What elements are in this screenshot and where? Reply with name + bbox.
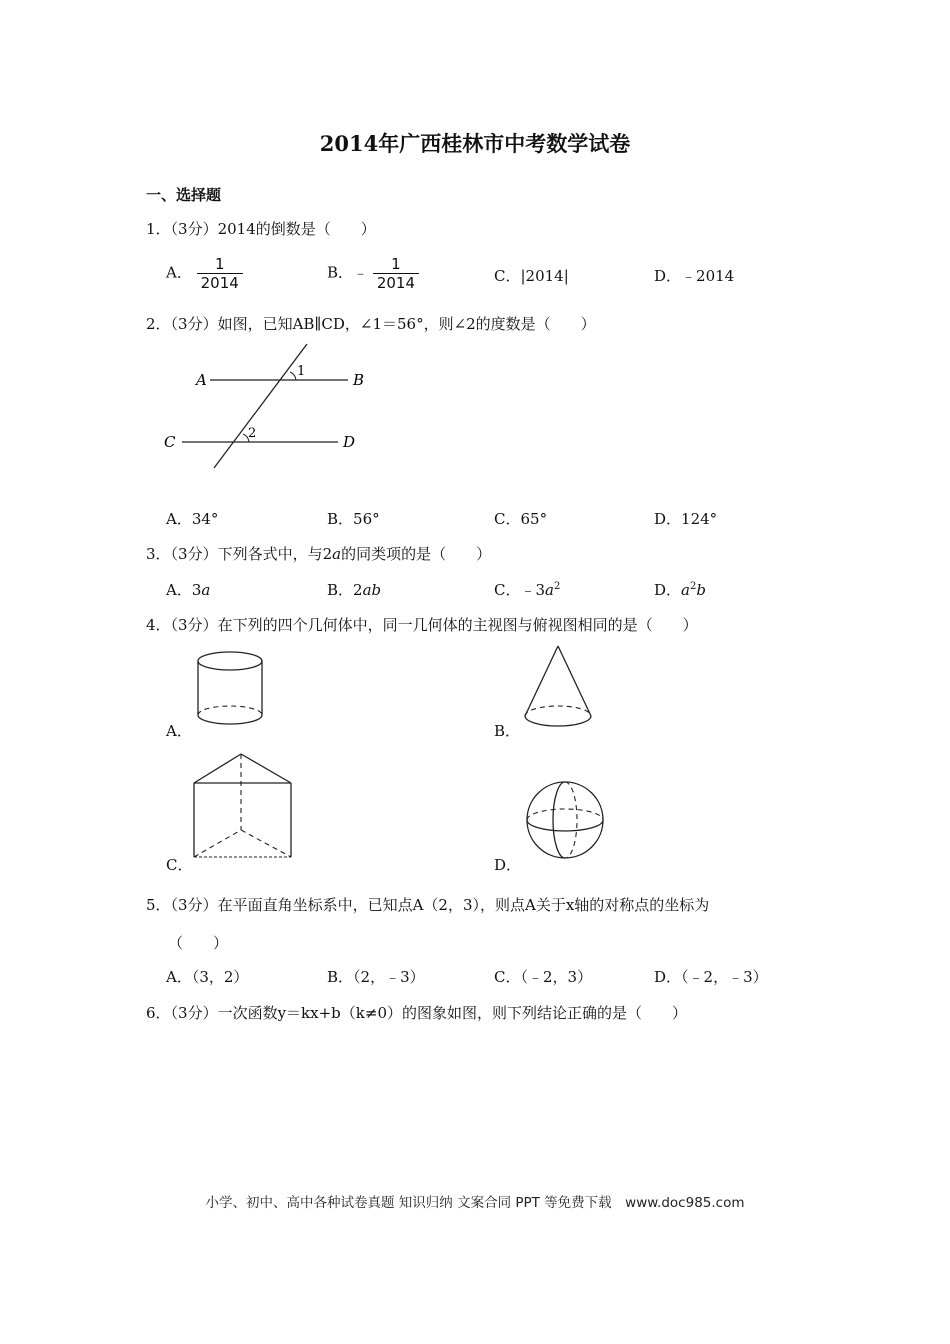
- q3-option-a-prefix: A．3: [166, 581, 202, 599]
- q1-option-a: [166, 255, 243, 292]
- question-5-stem-line2: （ ）: [168, 934, 229, 952]
- transversal-line: [214, 344, 307, 468]
- q3-option-b-var: ab: [362, 581, 382, 599]
- q1-option-a-fraction: [197, 255, 243, 292]
- q1-option-b-prefix: B．﹣: [327, 263, 369, 282]
- page-title: 2014年广西桂林市中考数学试卷: [319, 131, 631, 156]
- q4-option-c: C．: [166, 856, 193, 874]
- q4-option-d: D．: [494, 856, 522, 874]
- label-a: A: [196, 371, 207, 389]
- q1-option-d: D．﹣2014: [654, 267, 735, 285]
- q3-stem-var: a: [332, 545, 342, 563]
- question-4-stem: 4．（3分）在下列的四个几何体中，同一几何体的主视图与俯视图相同的是（ ）: [146, 616, 698, 634]
- q3-stem-pre: 3．（3分）下列各式中，与2: [146, 545, 333, 563]
- question-3-stem: [146, 543, 491, 564]
- triangular-prism-figure: [190, 750, 296, 862]
- q2-option-b: B．56°: [327, 510, 380, 528]
- q3-option-c-prefix: C．﹣3: [494, 581, 546, 599]
- footer-ad-text: 小学、初中、高中各种试卷真题 知识归纳 文案合同 PPT 等免费下载 www.doc985.com: [205, 1195, 745, 1211]
- cylinder-figure: [190, 648, 270, 730]
- q3-option-a-var: a: [201, 581, 211, 599]
- label-c: C: [164, 433, 176, 451]
- q3-option-b-prefix: B．2: [327, 581, 363, 599]
- q3-option-c-exponent: 2: [553, 581, 561, 592]
- angle-2-label: 2: [248, 426, 257, 441]
- q2-option-c: C．65°: [494, 510, 548, 528]
- q3-option-c: [494, 579, 560, 600]
- q4-option-a: A．: [166, 722, 192, 740]
- q3-option-b: [327, 579, 381, 600]
- q5-option-b: B．（2，﹣3）: [327, 968, 425, 986]
- q1-option-a-denominator: 2014: [197, 273, 243, 292]
- q3-option-c-var: a: [545, 581, 554, 599]
- q5-option-c: C．（﹣2，3）: [494, 968, 593, 986]
- question-6-stem: 6．（3分）一次函数y＝kx+b（k≠0）的图象如图，则下列结论正确的是（ ）: [146, 1004, 687, 1022]
- label-b: B: [353, 371, 365, 389]
- q2-option-d: D．124°: [654, 510, 718, 528]
- q3-option-a: [166, 579, 210, 600]
- q3-stem-post: 的同类项的是（ ）: [341, 545, 492, 563]
- q1-option-c: C．|2014|: [494, 267, 569, 285]
- q1-option-b-fraction: [373, 255, 419, 292]
- question-5-stem-line1: 5．（3分）在平面直角坐标系中，已知点A（2，3），则点A关于x轴的对称点的坐标为: [146, 896, 710, 914]
- q4-option-b: B．: [494, 722, 521, 740]
- label-d: D: [343, 433, 356, 451]
- q1-option-a-prefix: A．: [166, 263, 192, 282]
- q3-option-d-exponent: 2: [689, 581, 697, 592]
- angle-1-label: 1: [297, 364, 306, 379]
- q3-option-d: [654, 579, 706, 600]
- q1-option-b: [327, 255, 419, 292]
- sphere-figure: [520, 778, 610, 864]
- q5-option-a: A．（3，2）: [166, 968, 249, 986]
- q1-option-a-numerator: 1: [214, 255, 225, 273]
- q3-option-d-prefix: D．: [654, 581, 682, 599]
- angle-1-arc: [290, 372, 296, 380]
- q1-option-b-numerator: 1: [391, 255, 401, 273]
- cone-figure: [520, 642, 596, 732]
- q3-option-d-var2: b: [696, 581, 706, 599]
- section-heading: 一、选择题: [146, 186, 222, 204]
- parallel-lines-figure: [160, 340, 380, 475]
- question-1-stem: 1．（3分）2014的倒数是（ ）: [146, 220, 376, 238]
- q1-option-b-denominator: 2014: [373, 273, 419, 292]
- question-2-stem: 2．（3分）如图，已知AB∥CD，∠1＝56°，则∠2的度数是（ ）: [146, 315, 596, 333]
- q5-option-d: D．（﹣2，﹣3）: [654, 968, 768, 986]
- q3-option-d-var1: a: [681, 581, 690, 599]
- q2-option-a: A．34°: [166, 510, 219, 528]
